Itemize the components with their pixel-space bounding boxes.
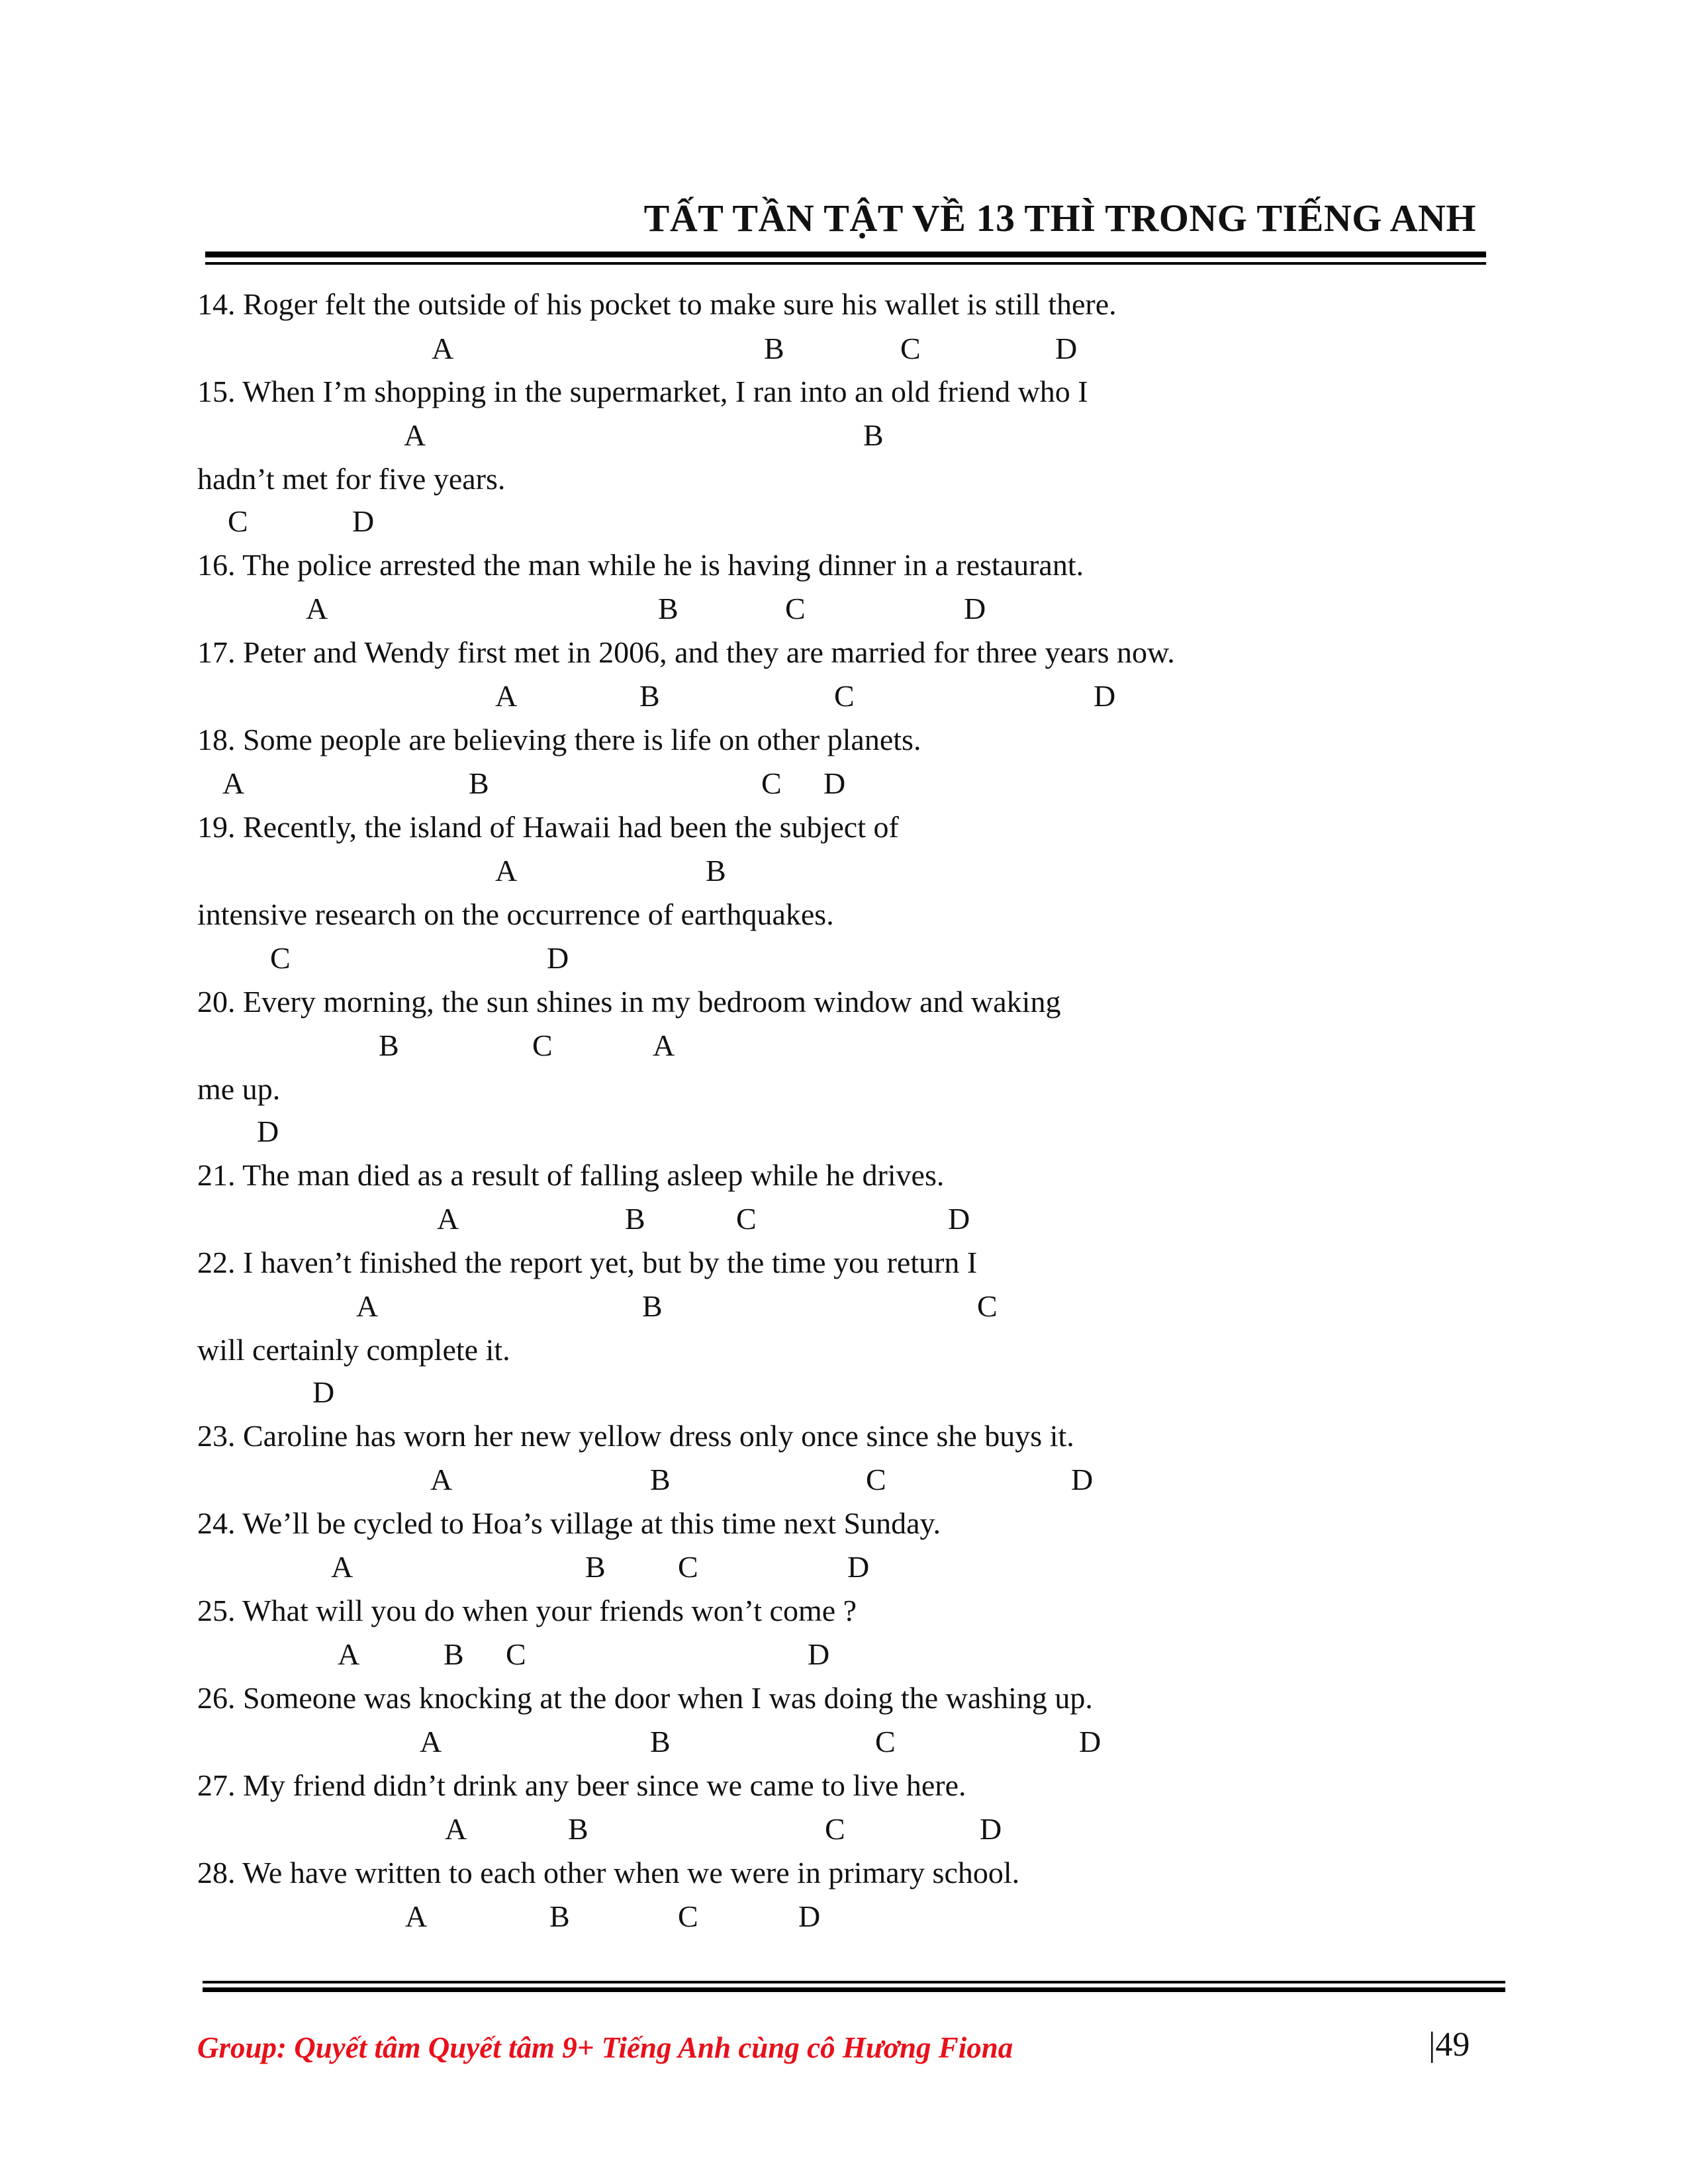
question-22-option-d: D	[312, 1375, 335, 1409]
header-rule-thin	[205, 262, 1486, 265]
question-18-option-c: C	[761, 766, 782, 800]
question-24-option-b: B	[585, 1550, 606, 1584]
question-23-option-d: D	[1071, 1463, 1094, 1496]
question-18-option-d: D	[823, 766, 846, 800]
question-27-option-c: C	[825, 1812, 845, 1846]
question-18-text: 18. Some people are believing there is life on other planets.	[197, 723, 921, 756]
question-28-option-c: C	[678, 1899, 698, 1933]
question-21-text: 21. The man died as a result of falling asleep while he drives.	[197, 1158, 945, 1192]
question-28-text: 28. We have written to each other when we were in primary school.	[197, 1856, 1020, 1889]
question-25-option-b: B	[444, 1637, 464, 1671]
question-15-text-cont: hadn’t met for five years.	[197, 462, 506, 496]
question-27-option-d: D	[980, 1812, 1002, 1846]
question-23-text: 23. Caroline has worn her new yellow dress only once since she buys it.	[197, 1419, 1074, 1453]
question-20-option-c: C	[532, 1028, 553, 1062]
question-17-option-c: C	[834, 679, 855, 713]
question-28-option-d: D	[798, 1899, 821, 1933]
question-23-option-b: B	[650, 1463, 671, 1496]
question-17-text: 17. Peter and Wendy first met in 2006, and they are married for three years now.	[197, 635, 1175, 669]
question-24-option-c: C	[678, 1550, 698, 1584]
question-17-option-a: A	[495, 679, 518, 713]
question-28-option-a: A	[405, 1899, 428, 1933]
question-23-option-c: C	[866, 1463, 886, 1496]
question-21-option-a: A	[437, 1202, 459, 1236]
question-23-option-a: A	[430, 1463, 453, 1496]
footer-group-name: Group: Quyết tâm Quyết tâm 9+ Tiếng Anh cùng cô Hương Fiona	[197, 2031, 1013, 2064]
question-26-option-c: C	[875, 1725, 896, 1758]
question-14-text: 14. Roger felt the outside of his pocket to make sure his wallet is still there.	[197, 287, 1117, 321]
question-21-option-b: B	[625, 1202, 645, 1236]
question-20-text-cont: me up.	[197, 1072, 281, 1106]
header-rule-thick	[205, 251, 1486, 257]
question-26-option-d: D	[1079, 1725, 1102, 1758]
footer-rule-thick	[203, 1987, 1505, 1992]
question-15-text: 15. When I’m shopping in the supermarket, I ran into an old friend who I	[197, 375, 1088, 408]
question-27-option-a: A	[445, 1812, 467, 1846]
question-15-option-b: B	[863, 418, 884, 452]
question-17-option-b: B	[639, 679, 660, 713]
question-25-option-a: A	[338, 1637, 360, 1671]
question-21-option-d: D	[948, 1202, 970, 1236]
question-22-text-cont: will certainly complete it.	[197, 1333, 510, 1367]
question-19-option-c: C	[270, 941, 291, 975]
question-22-option-b: B	[642, 1289, 663, 1323]
question-22-option-c: C	[977, 1289, 998, 1323]
question-22-option-a: A	[356, 1289, 379, 1323]
question-19-text-cont: intensive research on the occurrence of earthquakes.	[197, 897, 834, 931]
question-17-option-d: D	[1094, 679, 1116, 713]
question-24-text: 24. We’ll be cycled to Hoa’s village at this time next Sunday.	[197, 1506, 941, 1540]
question-20-option-a: A	[653, 1028, 675, 1062]
question-26-option-b: B	[650, 1725, 671, 1758]
footer-rule-thin	[203, 1981, 1505, 1983]
page-title: TẤT TẦN TẬT VỀ 13 THÌ TRONG TIẾNG ANH	[643, 197, 1476, 240]
page-number: |49	[1429, 2026, 1470, 2064]
question-25-option-d: D	[808, 1637, 830, 1671]
question-15-option-c: C	[228, 504, 248, 538]
question-14-option-b: B	[764, 332, 784, 365]
question-21-option-c: C	[736, 1202, 757, 1236]
question-15-option-a: A	[404, 418, 426, 452]
question-25-text: 25. What will you do when your friends won’t come ?	[197, 1594, 857, 1627]
question-26-text: 26. Someone was knocking at the door when I was doing the washing up.	[197, 1681, 1093, 1715]
question-22-text: 22. I haven’t finished the report yet, but by the time you return I	[197, 1246, 978, 1279]
question-27-option-b: B	[568, 1812, 588, 1846]
question-14-option-a: A	[432, 332, 454, 365]
question-19-option-a: A	[495, 854, 518, 887]
question-16-option-a: A	[306, 592, 328, 625]
question-20-option-b: B	[379, 1028, 399, 1062]
question-16-option-d: D	[964, 592, 986, 625]
question-20-option-d: D	[257, 1115, 279, 1148]
question-26-option-a: A	[420, 1725, 442, 1758]
question-24-option-a: A	[331, 1550, 353, 1584]
question-18-option-b: B	[469, 766, 489, 800]
question-15-option-d: D	[352, 504, 375, 538]
question-18-option-a: A	[222, 766, 245, 800]
question-27-text: 27. My friend didn’t drink any beer since we came to live here.	[197, 1768, 966, 1802]
question-16-option-c: C	[785, 592, 806, 625]
question-19-text: 19. Recently, the island of Hawaii had been the subject of	[197, 810, 899, 844]
question-19-option-b: B	[706, 854, 726, 887]
question-16-text: 16. The police arrested the man while he is having dinner in a restaurant.	[197, 548, 1084, 582]
question-19-option-d: D	[547, 941, 569, 975]
question-20-text: 20. Every morning, the sun shines in my bedroom window and waking	[197, 985, 1061, 1019]
question-24-option-d: D	[847, 1550, 870, 1584]
question-25-option-c: C	[506, 1637, 526, 1671]
question-16-option-b: B	[658, 592, 679, 625]
question-28-option-b: B	[549, 1899, 570, 1933]
question-14-option-c: C	[900, 332, 921, 365]
question-14-option-d: D	[1055, 332, 1078, 365]
